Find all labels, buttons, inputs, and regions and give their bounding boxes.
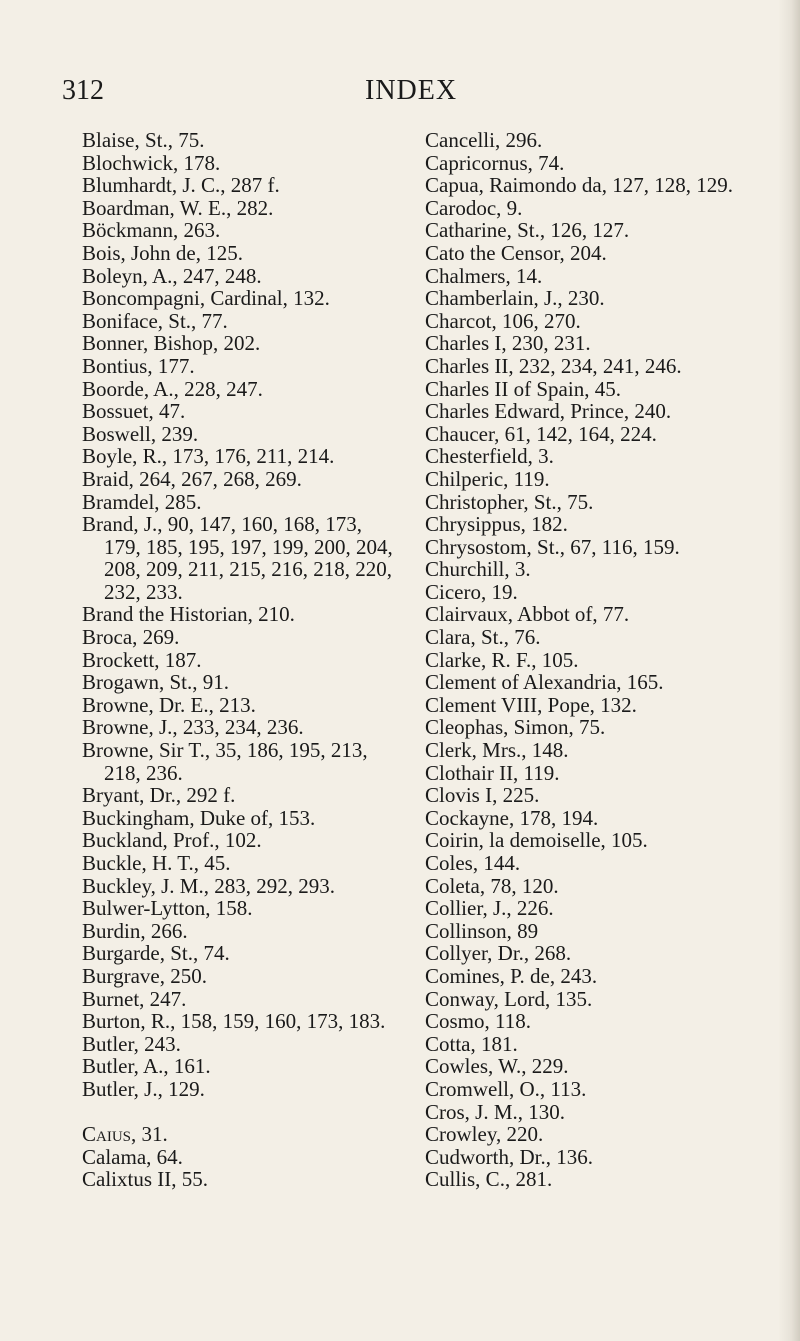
page-number: 312 — [62, 75, 104, 106]
index-column-left — [82, 129, 397, 1191]
index-entry: Blochwick, 178. — [82, 150, 221, 175]
index-entry: Coles, 144. — [425, 851, 521, 875]
index-entry: Boniface, St., 77. — [82, 308, 228, 333]
index-entry: Collyer, Dr., 268. — [425, 941, 572, 966]
index-entry: Brogawn, St., 91. — [82, 670, 229, 695]
index-entry: Cockayne, 178, 194. — [425, 805, 599, 830]
index-entry: Cosmo, 118. — [425, 1009, 531, 1034]
index-entry: Buckle, H. T., 45. — [82, 851, 231, 875]
index-entry: Capricornus, 74. — [425, 150, 565, 175]
index-entry: Carodoc, 9. — [425, 195, 523, 220]
index-entry: Conway, Lord, 135. — [425, 986, 593, 1011]
index-entry: Brockett, 187. — [82, 647, 202, 672]
letter-gap — [82, 1101, 397, 1124]
index-entry: Brand, J., 90, 147, 160, 168, 173, 179, 185, 195, 197, 199, 200, 204, 208, 209, 211, 215, 216, 218, 220, 232, 233. — [82, 512, 393, 604]
index-entry: Charles II, 232, 234, 241, 246. — [425, 353, 682, 378]
index-entry: Böckmann, 263. — [82, 218, 221, 243]
index-entry: Burdin, 266. — [82, 918, 188, 943]
index-entry: Burgarde, St., 74. — [82, 941, 230, 966]
index-entry: Chaucer, 61, 142, 164, 224. — [425, 421, 657, 446]
index-entry: Cotta, 181. — [425, 1031, 518, 1056]
index-entry: Burnet, 247. — [82, 986, 187, 1011]
index-entry: Bontius, 177. — [82, 353, 195, 378]
index-entry: Caius, 31. — [82, 1122, 168, 1147]
index-entry: Charles II of Spain, 45. — [425, 376, 621, 401]
index-entry: Coleta, 78, 120. — [425, 873, 559, 898]
index-entry: Boorde, A., 228, 247. — [82, 376, 263, 401]
index-entry: Chamberlain, J., 230. — [425, 286, 605, 311]
index-entry: Collinson, 89 — [425, 918, 539, 943]
index-entry: Boyle, R., 173, 176, 211, 214. — [82, 444, 335, 469]
index-entry: Blumhardt, J. C., 287 f. — [82, 173, 280, 198]
index-entry: Buckley, J. M., 283, 292, 293. — [82, 873, 335, 898]
index-entry: Braid, 264, 267, 268, 269. — [82, 466, 302, 491]
index-entry: Clairvaux, Abbot of, 77. — [425, 602, 630, 627]
index-entry: Butler, A., 161. — [82, 1054, 211, 1079]
index-entry: Clement of Alexandria, 165. — [425, 670, 664, 695]
index-entry: Buckland, Prof., 102. — [82, 828, 262, 853]
index-entry: Chalmers, 14. — [425, 263, 543, 288]
index-entry: Cicero, 19. — [425, 579, 518, 604]
index-entry: Catharine, St., 126, 127. — [425, 218, 630, 243]
index-entry: Burgrave, 250. — [82, 963, 208, 988]
index-entry: Boleyn, A., 247, 248. — [82, 263, 262, 288]
page-edge-shadow — [778, 0, 800, 1341]
index-entry: Cancelli, 296. — [425, 128, 543, 152]
index-entry: Charcot, 106, 270. — [425, 308, 581, 333]
index-entry: Boswell, 239. — [82, 421, 199, 446]
index-entry: Cleophas, Simon, 75. — [425, 715, 606, 740]
index-entry: Bulwer-Lytton, 158. — [82, 896, 253, 921]
page-header — [0, 74, 800, 114]
index-entry: Comines, P. de, 243. — [425, 963, 598, 988]
index-entry: Browne, Sir T., 35, 186, 195, 213, 218, 236. — [82, 738, 368, 785]
index-entry: Blaise, St., 75. — [82, 128, 205, 152]
index-entry: Brand the Historian, 210. — [82, 602, 295, 627]
index-entry: Calixtus II, 55. — [82, 1167, 208, 1192]
index-entry: Burton, R., 158, 159, 160, 173, 183. — [82, 1009, 386, 1034]
index-entry: Charles I, 230, 231. — [425, 331, 591, 356]
index-entry: Clerk, Mrs., 148. — [425, 738, 569, 763]
index-entry: Calama, 64. — [82, 1144, 183, 1169]
index-entry: Charles Edward, Prince, 240. — [425, 399, 672, 424]
index-entry: Chilperic, 119. — [425, 466, 550, 491]
index-entry: Bois, John de, 125. — [82, 240, 244, 265]
index-entry: Boncompagni, Cardinal, 132. — [82, 286, 330, 311]
index-entry: Butler, 243. — [82, 1031, 181, 1056]
index-entry: Bonner, Bishop, 202. — [82, 331, 261, 356]
index-entry: Clovis I, 225. — [425, 783, 540, 808]
index-entry: Christopher, St., 75. — [425, 489, 594, 514]
index-entry: Chesterfield, 3. — [425, 444, 554, 469]
index-entry: Boardman, W. E., 282. — [82, 195, 274, 220]
index-entry: Chrysostom, St., 67, 116, 159. — [425, 534, 680, 559]
index-entry: Bramdel, 285. — [82, 489, 202, 514]
index-entry: Clement VIII, Pope, 132. — [425, 692, 637, 717]
running-head: INDEX — [365, 75, 458, 106]
index-entry: Buckingham, Duke of, 153. — [82, 805, 316, 830]
index-entry: Cros, J. M., 130. — [425, 1099, 566, 1124]
index-column-right — [425, 129, 775, 1191]
index-entry: Bryant, Dr., 292 f. — [82, 783, 236, 808]
index-entry: Clara, St., 76. — [425, 625, 541, 650]
index-entry: Coirin, la demoiselle, 105. — [425, 828, 648, 853]
index-entry: Cullis, C., 281. — [425, 1167, 553, 1192]
index-entry: Cato the Censor, 204. — [425, 240, 607, 265]
index-entry: Churchill, 3. — [425, 557, 531, 582]
index-entry: Clothair II, 119. — [425, 760, 560, 785]
index-entry: Cromwell, O., 113. — [425, 1076, 587, 1101]
index-entry: Browne, J., 233, 234, 236. — [82, 715, 304, 740]
index-entry: Collier, J., 226. — [425, 896, 554, 921]
index-entry: Chrysippus, 182. — [425, 512, 568, 537]
index-entry: Butler, J., 129. — [82, 1076, 205, 1101]
index-entry: Bossuet, 47. — [82, 399, 186, 424]
index-entry: Broca, 269. — [82, 625, 180, 650]
index-entry: Crowley, 220. — [425, 1122, 544, 1147]
index-entry: Cudworth, Dr., 136. — [425, 1144, 593, 1169]
index-entry: Browne, Dr. E., 213. — [82, 692, 256, 717]
index-entry: Capua, Raimondo da, 127, 128, 129. — [425, 173, 733, 198]
index-entry: Cowles, W., 229. — [425, 1054, 569, 1079]
index-entry: Clarke, R. F., 105. — [425, 647, 579, 672]
